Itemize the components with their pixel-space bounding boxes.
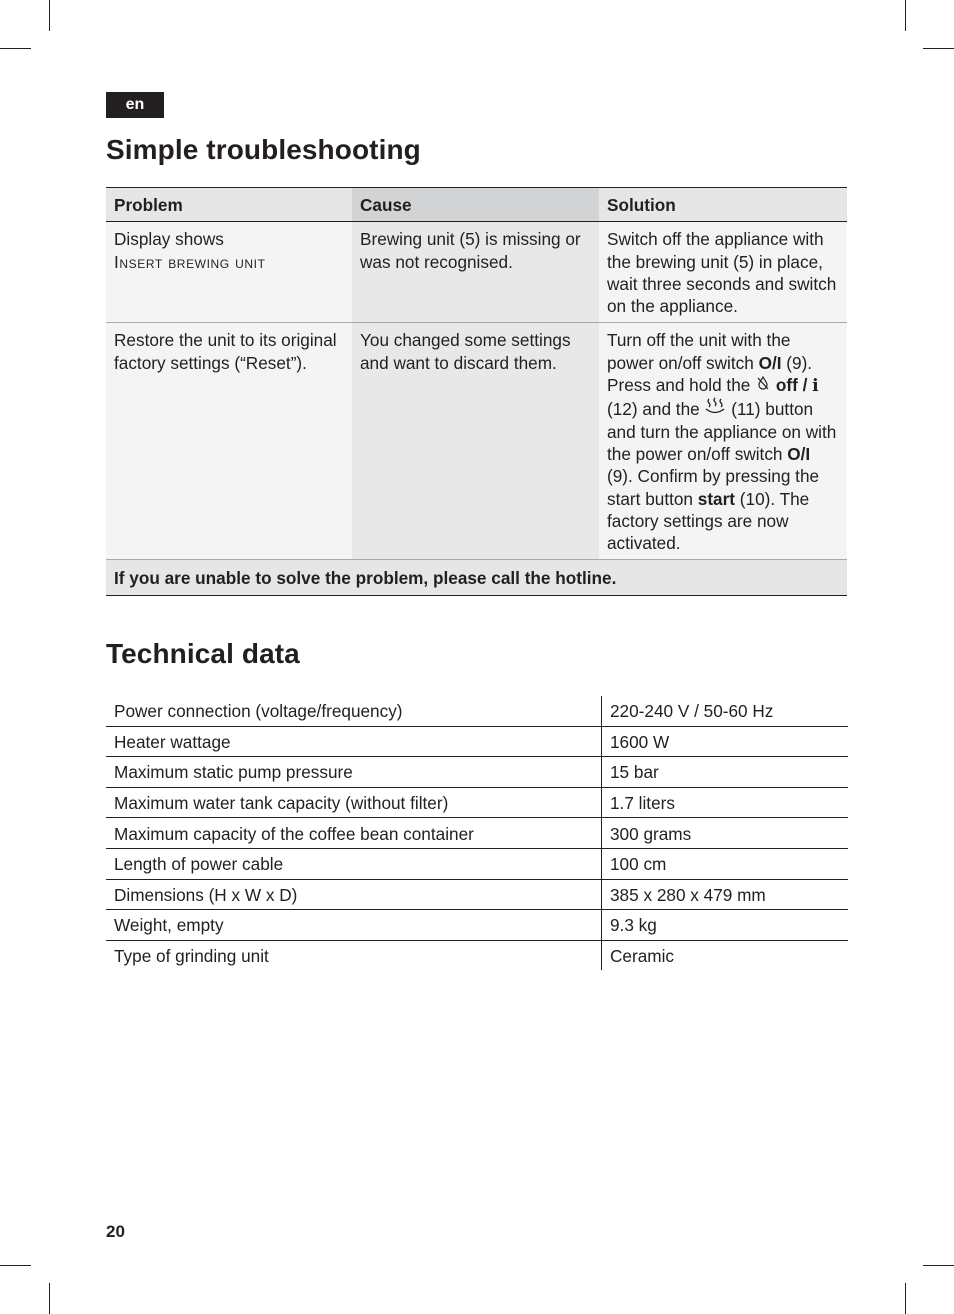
spec-value: 1.7 liters [602,787,849,818]
crop-mark [49,0,50,31]
solution-text: (10). The factory settings are now activated. [607,488,810,554]
info-symbol: i [812,376,819,397]
troubleshooting-title: Simple troubleshooting [106,134,421,165]
technical-data-title: Technical data [106,638,300,669]
solution-text: (12) and the [607,399,705,420]
drop-off-icon [755,374,771,396]
table-row [106,696,848,726]
spec-label: Maximum static pump pressure [114,762,353,783]
solution-text: (11) button and turn the appliance on with the power on/off switch [607,399,837,464]
solution-text: (9). Press and hold the [607,352,813,396]
technical-data-table [106,696,848,970]
display-message: Insert brewing unit [114,251,266,272]
table-row [106,818,848,849]
spec-label: Dimensions (H x W x D) [114,884,298,905]
table-row [106,940,848,970]
crop-mark [49,1283,50,1314]
spec-label: Power connection (voltage/frequency) [114,701,403,722]
hotline-note: If you are unable to solve the problem, please call the hotline. [106,560,847,595]
problem-text: Display shows [114,229,224,250]
spec-value: 15 bar [602,757,849,788]
cause-cell: You changed some settings and want to discard them. [352,323,599,560]
spec-label: Maximum water tank capacity (without filter) [114,793,449,814]
table-row [106,222,847,323]
solution-text: (9). Confirm by pressing the start button [607,466,820,509]
spec-value: Ceramic [602,940,849,970]
troubleshooting-header-row [106,188,847,222]
spec-label: Type of grinding unit [114,946,269,967]
power-switch-symbol: O/I [758,352,782,373]
table-row [106,757,848,788]
table-row [106,726,848,757]
header-problem: Problem [106,188,352,222]
spec-value: 9.3 kg [602,910,849,941]
spec-value: 100 cm [602,848,849,879]
problem-cell [106,222,352,323]
steam-icon [704,397,726,420]
crop-mark [923,1265,954,1266]
crop-mark [905,1283,906,1314]
table-row [106,848,848,879]
language-tab: en [106,92,164,118]
table-row [106,879,848,910]
start-label: start [697,488,736,509]
troubleshooting-table [106,187,847,596]
spec-value: 300 grams [602,818,849,849]
solution-cell: Switch off the appliance with the brewing unit (5) in place, wait three seconds and switch on the appliance. [599,222,847,323]
spec-label: Heater wattage [114,731,231,752]
table-row [106,787,848,818]
spec-value: 1600 W [602,726,849,757]
crop-mark [905,0,906,31]
crop-mark [0,48,31,49]
crop-mark [923,48,954,49]
crop-mark [0,1265,31,1266]
off-label: off / [775,375,813,396]
header-solution: Solution [599,188,847,222]
cause-cell: Brewing unit (5) is missing or was not recognised. [352,222,599,323]
spec-value: 385 x 280 x 479 mm [602,879,849,910]
spec-label: Maximum capacity of the coffee bean container [114,823,474,844]
page-number: 20 [106,1222,125,1241]
spec-label: Weight, empty [114,915,224,936]
header-cause: Cause [352,188,599,222]
spec-value: 220-240 V / 50-60 Hz [602,696,849,726]
table-row [106,323,847,560]
hotline-row [106,560,847,595]
problem-cell: Restore the unit to its original factory settings (“Reset”). [106,323,352,560]
spec-label: Length of power cable [114,854,284,875]
solution-text: Turn off the unit with the power on/off switch [607,330,791,373]
power-switch-symbol: O/I [787,443,811,464]
table-row [106,910,848,941]
solution-cell [599,323,847,560]
